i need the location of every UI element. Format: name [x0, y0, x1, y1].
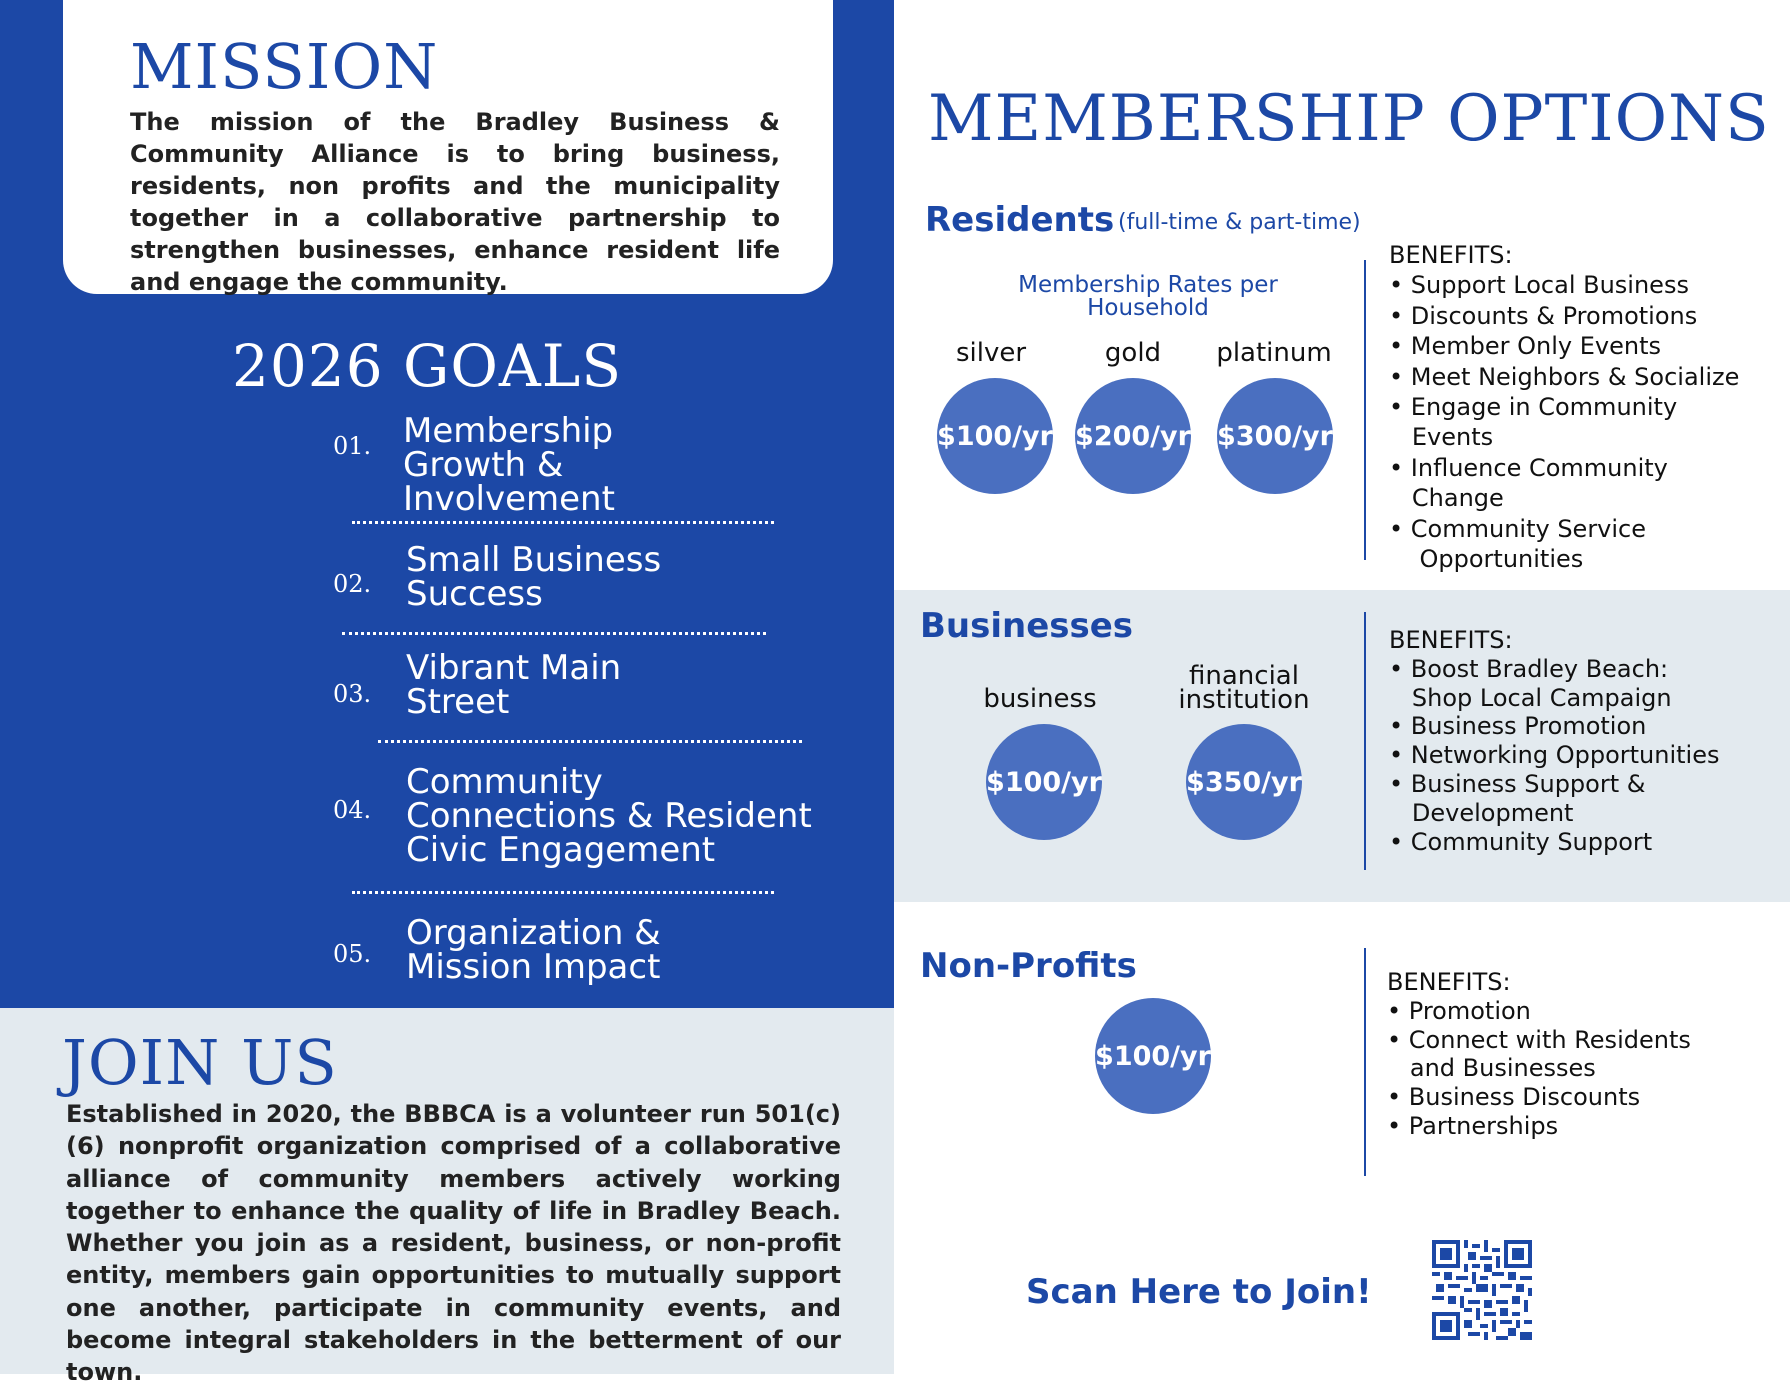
price-circle: $350/yr	[1186, 724, 1302, 840]
businesses-benefits: BENEFITS: • Boost Bradley Beach: Shop Local Campaign • Business Promotion • Networking Opportunities • Business Support & Development • Community Support	[1389, 626, 1720, 856]
divider	[342, 632, 766, 635]
mission-text: The mission of the Bradley Business & Community Alliance is to bring business, residents, non profits and the municipality together in a collaborative partnership to strengthen businesses, enhance resident life and engage the community.	[130, 108, 780, 296]
join-title: JOIN US	[62, 1026, 338, 1099]
tier-silver: silver	[955, 338, 1027, 368]
nonprofits-title: Non-Profits	[920, 946, 1137, 986]
price-circle: $200/yr	[1075, 378, 1191, 494]
goal-number: 02.	[333, 570, 372, 598]
goal-text: Small Business Success	[406, 540, 662, 614]
tier-financial-institution: financial institution	[1178, 661, 1310, 715]
membership-title: MEMBERSHIP OPTIONS	[928, 82, 1770, 156]
nonprofits-benefits: BENEFITS: • Promotion • Connect with Residents and Businesses • Business Discounts • Partnerships	[1387, 968, 1691, 1140]
residents-title: Residents	[925, 200, 1115, 240]
divider	[1364, 612, 1366, 870]
residents-benefits: BENEFITS: • Support Local Business • Discounts & Promotions • Member Only Events • Meet Neighbors & Socialize • Engage in Community Events • Influence Community Change • Community Service Opportunities	[1389, 241, 1740, 574]
goal-number: 05.	[333, 940, 372, 968]
goal-number: 01.	[333, 432, 372, 460]
rates-label: Membership Rates per Household	[1018, 272, 1278, 321]
price-circle: $100/yr	[937, 378, 1053, 494]
goal-text: Community Connections & Resident Civic Engagement	[406, 762, 812, 870]
price-circle: $300/yr	[1217, 378, 1333, 494]
businesses-title: Businesses	[920, 606, 1134, 646]
tier-platinum: platinum	[1216, 338, 1332, 368]
goal-number: 03.	[333, 680, 372, 708]
divider	[1364, 948, 1366, 1176]
residents-subtitle: (full-time & part-time)	[1118, 210, 1361, 235]
join-text: Established in 2020, the BBBCA is a volunteer run 501(c)(6) nonprofit organization comprised of a collaborative alliance of community members actively working together to enhance the quality of life in Bradley Beach. Whether you join as a resident, business, or non-profit entity, members gain opportunities to mutually support one another, participate in community events, and become integral stakeholders in the betterment of our town.	[66, 1100, 841, 1387]
tier-gold: gold	[1104, 338, 1162, 368]
goal-text: Organization & Mission Impact	[406, 913, 661, 987]
price-circle: $100/yr	[1095, 998, 1211, 1114]
divider	[352, 521, 774, 524]
tier-business: business	[983, 684, 1097, 714]
goals-title: 2026 GOALS	[232, 332, 623, 400]
divider	[352, 891, 774, 894]
price-circle: $100/yr	[986, 724, 1102, 840]
goal-text: Vibrant Main Street	[406, 648, 622, 722]
qr-code-icon[interactable]	[1432, 1240, 1532, 1340]
divider	[378, 740, 802, 743]
divider	[1364, 260, 1366, 560]
goal-text: Membership Growth & Involvement	[403, 411, 615, 519]
scan-label: Scan Here to Join!	[1026, 1272, 1372, 1312]
mission-title: MISSION	[130, 30, 439, 103]
goal-number: 04.	[333, 796, 372, 824]
